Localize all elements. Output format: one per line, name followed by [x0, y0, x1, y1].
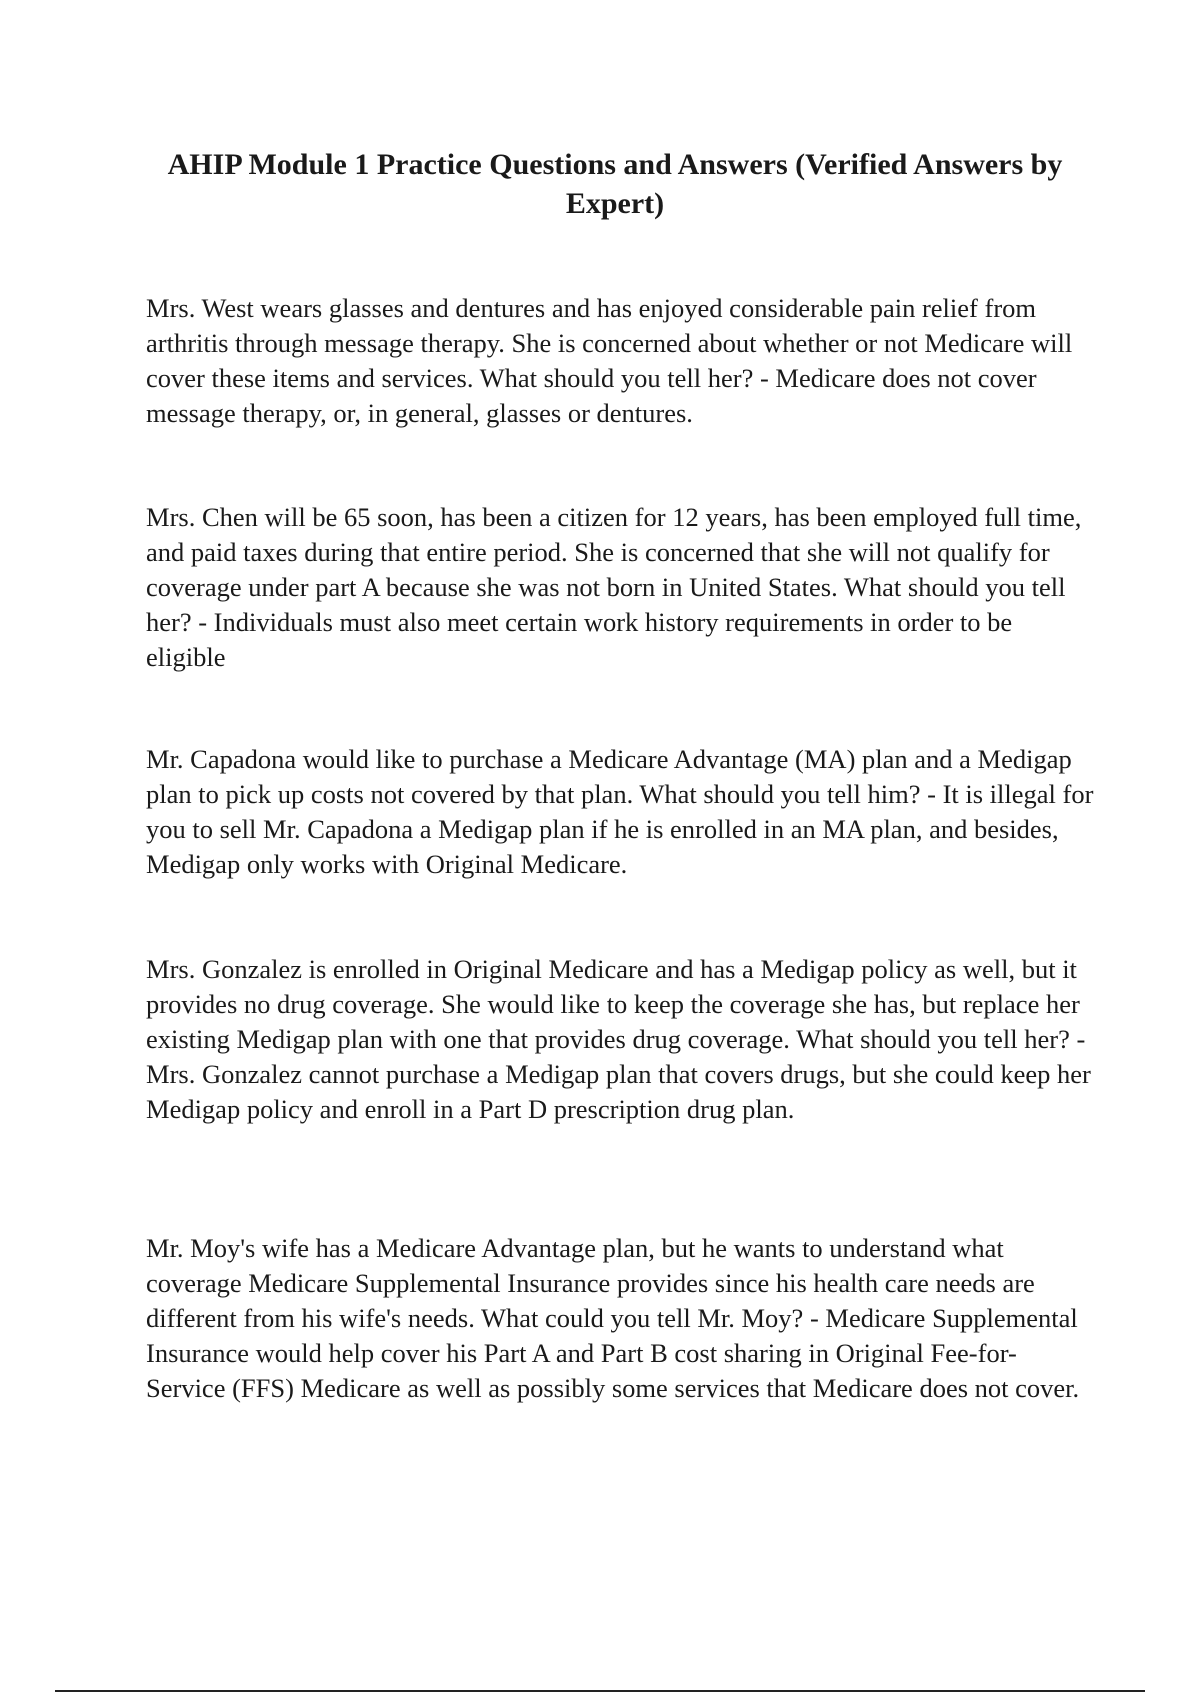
qa-item-chen: Mrs. Chen will be 65 soon, has been a citizen for 12 years, has been employed full time, and paid taxes during that entire period. She is concerned that she will not qualify for coverage under part A because she was not born in United States. What should you tell her? - Individuals must also meet certain work history requirements in order to be eligible: [146, 502, 1082, 672]
qa-item-capadona: Mr. Capadona would like to purchase a Medicare Advantage (MA) plan and a Medigap plan to pick up costs not covered by that plan. What should you tell him? - It is illegal for you to sell Mr. Capadona a Medigap plan if he is enrolled in an MA plan, and besides, Medigap only works with Original Medicare.: [146, 744, 1094, 879]
qa-item-moy: Mr. Moy's wife has a Medicare Advantage plan, but he wants to understand what coverage Medicare Supplemental Insurance provides since his health care needs are different from his wife's needs. What could you tell Mr. Moy? - Medicare Supplemental Insurance would help cover his Part A and Part B cost sharing in Original Fee-for-Service (FFS) Medicare as well as possibly some services that Medicare does not cover.: [146, 1233, 1080, 1403]
footer-divider: [55, 1690, 1145, 1692]
qa-item-west: Mrs. West wears glasses and dentures and has enjoyed considerable pain relief from arthritis through message therapy. She is concerned about whether or not Medicare will cover these items and services. What should you tell her? - Medicare does not cover message therapy, or, in general, glasses or dentures.: [146, 293, 1073, 428]
document-title: AHIP Module 1 Practice Questions and Answers (Verified Answers by Expert): [167, 148, 1063, 220]
qa-item-gonzalez: Mrs. Gonzalez is enrolled in Original Medicare and has a Medigap policy as well, but it provides no drug coverage. She would like to keep the coverage she has, but replace her existing Medigap plan with one that provides drug coverage. What should you tell her? - Mrs. Gonzalez cannot purchase a Medigap plan that covers drugs, but she could keep her Medigap policy and enroll in a Part D prescription drug plan.: [146, 954, 1091, 1124]
